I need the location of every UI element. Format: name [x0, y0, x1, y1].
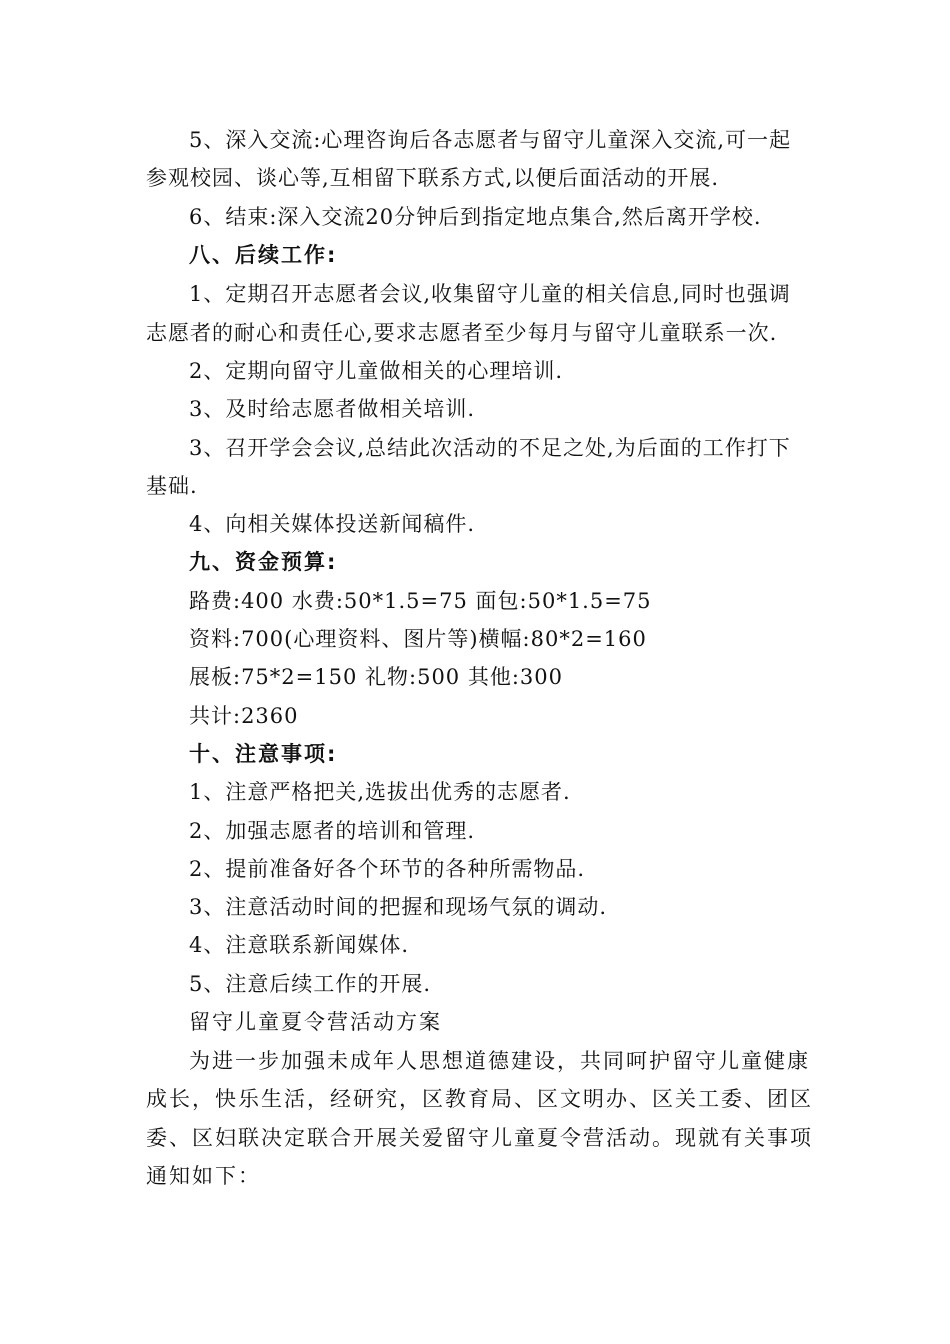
section-heading: 十、注意事项:: [189, 742, 338, 766]
paragraph-line: 成长，快乐生活，经研究，区教育局、区文明办、区关工委、团区: [146, 1087, 813, 1111]
paragraph-line: 展板:75*2=150 礼物:500 其他:300: [189, 665, 564, 689]
paragraph-line: 5、深入交流:心理咨询后各志愿者与留守儿童深入交流,可一起: [189, 128, 792, 152]
paragraph-line: 共计:2360: [189, 704, 299, 728]
paragraph-line: 资料:700(心理资料、图片等)横幅:80*2=160: [189, 627, 647, 651]
paragraph-line: 1、定期召开志愿者会议,收集留守儿童的相关信息,同时也强调: [189, 282, 791, 306]
paragraph-line: 基础.: [146, 474, 198, 498]
paragraph-line: 2、提前准备好各个环节的各种所需物品.: [189, 857, 586, 881]
paragraph-line: 1、注意严格把关,选拔出优秀的志愿者.: [189, 780, 571, 804]
paragraph-line: 2、加强志愿者的培训和管理.: [189, 819, 476, 843]
paragraph-line: 3、召开学会会议,总结此次活动的不足之处,为后面的工作打下: [189, 436, 791, 460]
paragraph-line: 3、及时给志愿者做相关培训.: [189, 397, 476, 421]
paragraph-line: 3、注意活动时间的把握和现场气氛的调动.: [189, 895, 608, 919]
section-heading: 八、后续工作:: [189, 243, 338, 267]
paragraph-line: 路费:400 水费:50*1.5=75 面包:50*1.5=75: [189, 589, 652, 613]
paragraph-line: 通知如下：: [146, 1164, 261, 1188]
document-subtitle: 留守儿童夏令营活动方案: [189, 1010, 442, 1034]
paragraph-line: 为进一步加强未成年人思想道德建设，共同呵护留守儿童健康: [189, 1049, 810, 1073]
paragraph-line: 参观校园、谈心等,互相留下联系方式,以便后面活动的开展.: [146, 166, 720, 190]
paragraph-line: 2、定期向留守儿童做相关的心理培训.: [189, 359, 564, 383]
paragraph-line: 4、向相关媒体投送新闻稿件.: [189, 512, 476, 536]
paragraph-line: 4、注意联系新闻媒体.: [189, 933, 410, 957]
paragraph-line: 委、区妇联决定联合开展关爱留守儿童夏令营活动。现就有关事项: [146, 1126, 813, 1150]
paragraph-line: 志愿者的耐心和责任心,要求志愿者至少每月与留守儿童联系一次.: [146, 321, 778, 345]
section-heading: 九、资金预算:: [189, 550, 338, 574]
paragraph-line: 5、注意后续工作的开展.: [189, 972, 432, 996]
paragraph-line: 6、结束:深入交流20分钟后到指定地点集合,然后离开学校.: [189, 205, 762, 229]
